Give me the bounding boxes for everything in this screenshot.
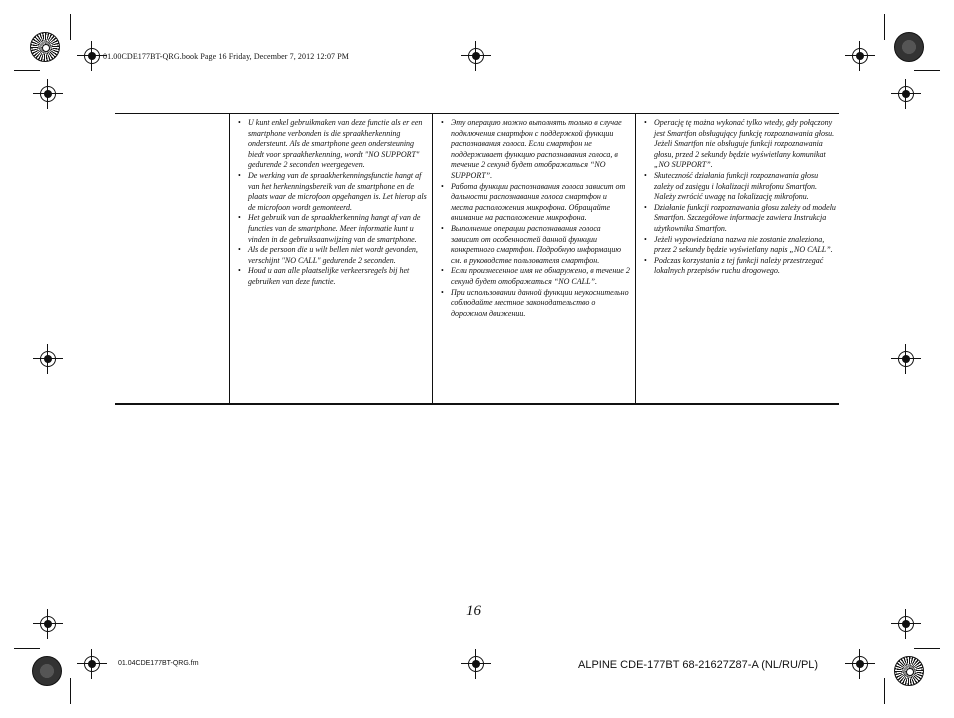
- registration-target-mark: [81, 653, 103, 675]
- footer-model-line: ALPINE CDE-177BT 68-21627Z87-A (NL/RU/PL): [578, 659, 819, 671]
- trim-line: [884, 14, 885, 40]
- list-item: • Если произнесенное имя не обнаружено, в течение 2 секунд будет отображаться “NO CALL”.: [440, 266, 630, 287]
- list-item: • Als de persoon die u wilt bellen niet wordt gevonden, verschijnt "NO CALL" gedurende 2 seconden.: [237, 245, 427, 266]
- list-item: • Het gebruik van de spraakherkenning hangt af van de functies van de smartphone. Meer informatie kunt u vinden in de gebruiksaanwijzing van de smartphone.: [237, 213, 427, 245]
- list-item: • Działanie funkcji rozpoznawania głosu zależy od modelu Smartfon. Szczegółowe informacje zawiera Instrukcja użytkownika Smartfon.: [643, 203, 839, 235]
- registration-star-mark: [894, 656, 924, 686]
- list-item: • Работа функции распознавания голоса зависит от дальности распознавания голоса смартфон и места расположения микрофона. Обращайте внимание на расположение микрофона.: [440, 182, 630, 224]
- registration-disc-mark: [894, 32, 924, 62]
- trim-line: [70, 678, 71, 704]
- column-divider: [229, 113, 230, 404]
- footer-file-name: 01.04CDE177BT-QRG.fm: [118, 660, 199, 667]
- list-item: • При использовании данной функции неукоснительно соблюдайте местное законодательство о дорожном движении.: [440, 288, 630, 320]
- page-number: 16: [466, 603, 481, 619]
- registration-target-mark: [465, 45, 487, 67]
- trim-line: [884, 678, 885, 704]
- column-dutch: [237, 118, 427, 288]
- trim-line: [914, 70, 940, 71]
- trim-line: [14, 648, 40, 649]
- column-divider: [432, 113, 433, 404]
- trim-line: [14, 70, 40, 71]
- registration-target-mark: [895, 613, 917, 635]
- column-divider: [635, 113, 636, 404]
- list-item: • Podczas korzystania z tej funkcji należy przestrzegać lokalnych przepisów ruchu drogowego.: [643, 256, 839, 277]
- list-item: • U kunt enkel gebruikmaken van deze functie als er een smartphone verbonden is die spraakherkenning ondersteunt. Als de smartphone geen ondersteuning biedt voor spraakherkenning, wordt "NO SUPPORT" gedurende 2 seconden weergegeven.: [237, 118, 427, 171]
- registration-star-mark: [30, 32, 60, 62]
- print-info-line: 01.00CDE177BT-QRG.book Page 16 Friday, December 7, 2012 12:07 PM: [103, 52, 350, 61]
- registration-target-mark: [465, 653, 487, 675]
- registration-target-mark: [895, 348, 917, 370]
- list-item: • Operację tę można wykonać tylko wtedy, gdy połączony jest Smartfon obsługujący funkcję rozpoznawania głosu. Jeżeli Smartfon nie obsługuje funkcji rozpoznawania głosu, przed 2 sekundy będzie wyświetlany komunikat „NO SUPPORT”.: [643, 118, 839, 171]
- list-item: • Выполнение операции распознавания голоса зависит от особенностей данной функции конкретного смартфон. Подробную информацию см. в руководстве пользователя смартфон.: [440, 224, 630, 266]
- list-item: • Skuteczność działania funkcji rozpoznawania głosu zależy od zasięgu i lokalizacji mikrofonu Smartfon. Należy zwrócić uwagę na lokalizację mikrofonu.: [643, 171, 839, 203]
- column-russian: [440, 118, 630, 319]
- table-bottom-rule: [115, 403, 839, 405]
- registration-target-mark: [895, 83, 917, 105]
- table-top-rule: [115, 113, 839, 114]
- registration-target-mark: [849, 45, 871, 67]
- list-item: • Эту операцию можно выполнять только в случае подключения смартфон с поддержкой функции распознавания голоса. Если смартфон не поддерживает функцию распознавания голоса, в течение 2 секунд будет отображаться “NO SUPPORT”.: [440, 118, 630, 182]
- list-item: • De werking van de spraakherkenningsfunctie hangt af van het herkenningsbereik van de smartphone en de plaats waar de microfoon opgehangen is. Let hierop als de microfoon wordt gemonteerd.: [237, 171, 427, 213]
- column-polish: [643, 118, 839, 277]
- registration-target-mark: [81, 45, 103, 67]
- registration-disc-mark: [32, 656, 62, 686]
- registration-target-mark: [37, 348, 59, 370]
- registration-target-mark: [37, 83, 59, 105]
- list-item: • Jeżeli wypowiedziana nazwa nie zostanie znaleziona, przez 2 sekundy będzie wyświetlany napis „NO CALL”.: [643, 235, 839, 256]
- list-item: • Houd u aan alle plaatselijke verkeersregels bij het gebruiken van deze functie.: [237, 266, 427, 287]
- registration-target-mark: [849, 653, 871, 675]
- trim-line: [914, 648, 940, 649]
- registration-target-mark: [37, 613, 59, 635]
- trim-line: [70, 14, 71, 40]
